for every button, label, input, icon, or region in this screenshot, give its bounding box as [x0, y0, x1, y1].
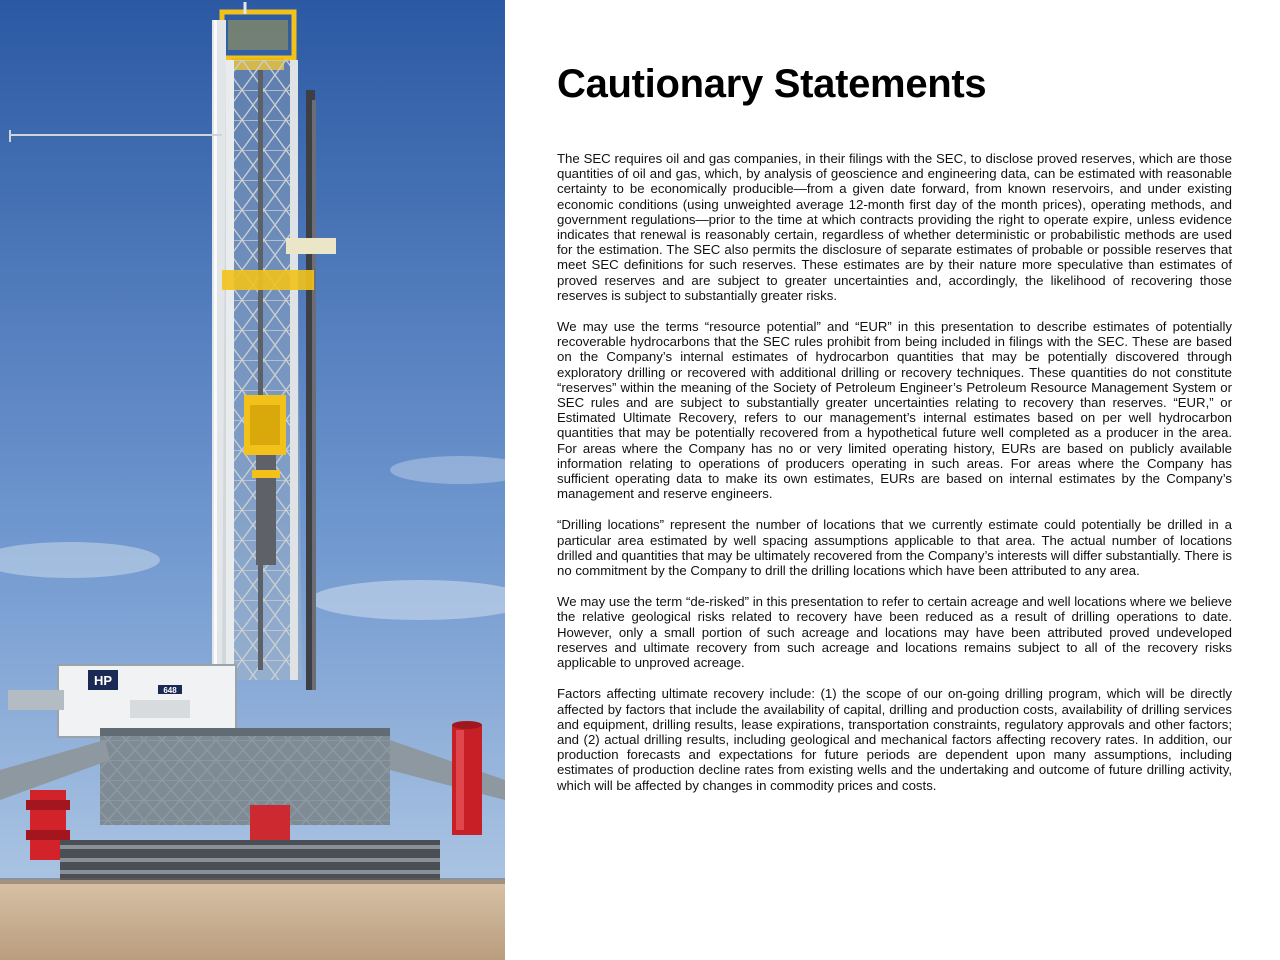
racking-board — [222, 270, 314, 290]
paragraph-de-risked: We may use the term “de-risked” in this presentation to refer to certain acreage and well locations where we believe the relative geological risks related to recovery have been reduced as a result of drilling operations to date. However, only a small portion of such acreage and locations may have been attributed proved undeveloped reserves and ultimate recovery from such acreage and locations remains subject to all of the recovery risks applicable to unproved acreage. — [557, 594, 1232, 671]
red-equipment — [452, 721, 482, 835]
paragraph-proved-reserves: The SEC requires oil and gas companies, in their filings with the SEC, to disclose proved reserves, which are those quantities of oil and gas, which, by analysis of geoscience and engineering data, can be estimated with reasonable certainty to be economically producible—from a given date forward, from known reservoirs, and under existing economic conditions (using unweighted average 12-month first day of the month prices), operating methods, and government regulations—prior to the time at which contracts providing the right to operate expire, unless evidence indicates that renewal is reasonably certain, regardless of whether deterministic or probabilistic methods are used for the estimation. The SEC also permits the disclosure of separate estimates of probable or possible reserves that meet SEC definitions for such reserves. These estimates are by their nature more speculative than estimates of proved reserves and are subject to greater uncertainties and, accordingly, the likelihood of recovering those reserves is subject to substantially greater risks. — [557, 151, 1232, 303]
paragraph-recovery-factors: Factors affecting ultimate recovery include: (1) the scope of our on-going drilling program, which will be directly affected by factors that include the availability of capital, drilling and production costs, availability of drilling services and equipment, drilling results, lease expirations, transportation constraints, regulatory approvals and other factors; and (2) actual drilling results, including geological and mechanical factors affecting recovery rates. In addition, our production forecasts and expectations for future periods are dependent upon many assumptions, including estimates of production decline rates from existing wells and the undertaking and outcome of future drilling activity, which will be affected by changes in commodity prices and costs. — [557, 686, 1232, 793]
cautionary-statements-section — [557, 58, 1232, 809]
paragraph-drilling-locations: “Drilling locations” represent the number of locations that we currently estimate could potentially be drilled in a particular area estimated by well spacing assumptions applicable to that area. The actual number of locations drilled and quantities that may be ultimately recovered from the Company’s interests will differ substantially. There is no commitment by the Company to drill the drilling locations which have been attributed to any area. — [557, 517, 1232, 579]
paragraph-resource-potential: We may use the terms “resource potential” and “EUR” in this presentation to describe estimates of potentially recoverable hydrocarbons that the SEC rules prohibit from being included in filings with the SEC. These are based on the Company’s internal estimates of hydrocarbon quantities that may be potentially discovered through exploratory drilling or recovered with additional drilling or recovery techniques. These quantities do not constitute “reserves” within the meaning of the Society of Petroleum Engineer’s Petroleum Resource Management System or SEC rules and are subject to substantially greater uncertainties relating to recovery than reserves. “EUR,” or Estimated Ultimate Recovery, refers to our management’s internal estimates based on per well hydrocarbon quantities that may be potentially recovered from a hypothetical future well completed as a producer in the area. For areas where the Company has no or very limited operating history, EURs are based on publicly available information relating to operations of producers operating in such areas. For areas where the Company has sufficient operating data to make its own estimates, EURs are based on internal estimates by the Company’s management and reserve engineers. — [557, 319, 1232, 502]
page-title: Cautionary Statements — [557, 62, 987, 106]
drilling-rig-photo — [0, 0, 505, 960]
hp-logo-text: HP — [93, 673, 113, 688]
crown-block — [222, 2, 294, 70]
derrick-mast — [222, 60, 302, 680]
rig-number: 648 — [163, 686, 177, 695]
ground — [0, 880, 505, 960]
